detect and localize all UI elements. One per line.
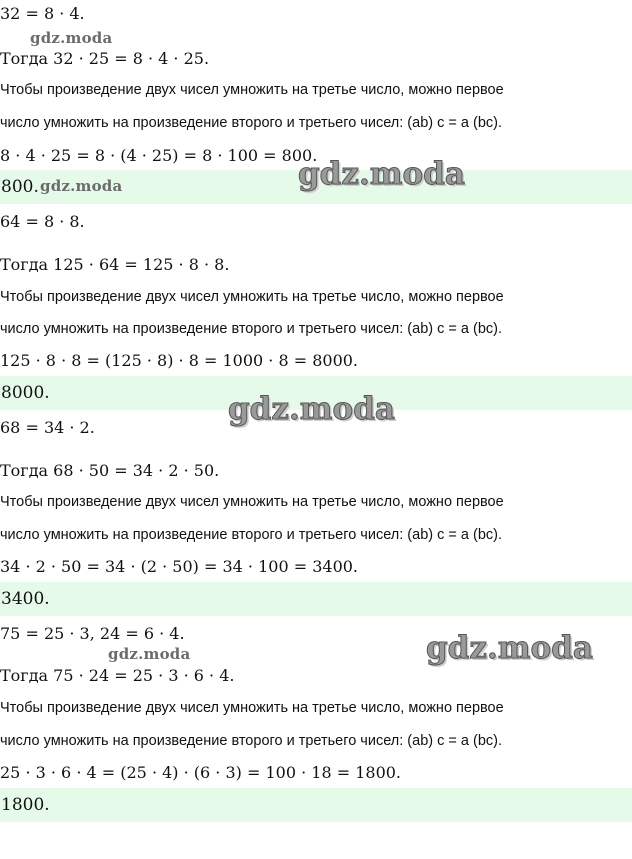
equation-line: Тогда 68 · 50 = 34 · 2 · 50. [0,461,220,480]
rule-text: Чтобы произведение двух чисел умножить на третье число, можно первое [0,494,504,510]
equation-line: Тогда 125 · 64 = 125 · 8 · 8. [0,255,230,274]
calculation-line: 34 · 2 · 50 = 34 · (2 · 50) = 34 · 100 = 3400. [0,557,359,576]
rule-text: Чтобы произведение двух чисел умножить на третье число, можно первое [0,700,504,716]
calculation-line: 8 · 4 · 25 = 8 · (4 · 25) = 8 · 100 = 800. [0,146,318,165]
rule-text: число умножить на произведение второго и третьего чисел: (ab) c = a (bc). [0,115,502,131]
equation-line: Тогда 32 · 25 = 8 · 4 · 25. [0,49,210,68]
equation-line: 75 = 25 · 3, 24 = 6 · 4. [0,624,185,643]
watermark: gdz.moda [40,177,123,195]
calculation-line: 125 · 8 · 8 = (125 · 8) · 8 = 1000 · 8 = 8000. [0,351,359,370]
rule-text: Чтобы произведение двух чисел умножить на третье число, можно первое [0,82,504,98]
answer-band [0,788,632,822]
watermark: gdz.moda [426,630,593,666]
answer-text: 1800. [1,795,50,815]
calculation-line: 25 · 3 · 6 · 4 = (25 · 4) · (6 · 3) = 100 · 18 = 1800. [0,763,402,782]
watermark: gdz.moda [298,156,465,192]
rule-text: число умножить на произведение второго и третьего чисел: (ab) c = a (bc). [0,527,502,543]
rule-text: число умножить на произведение второго и третьего чисел: (ab) c = a (bc). [0,321,502,337]
answer-text: 800. [1,177,39,197]
answer-band [0,582,632,616]
rule-text: число умножить на произведение второго и третьего чисел: (ab) c = a (bc). [0,733,502,749]
answer-text: 3400. [1,589,50,609]
answer-text: 8000. [1,383,50,403]
watermark: gdz.moda [30,29,113,47]
watermark: gdz.moda [228,391,395,427]
equation-line: 64 = 8 · 8. [0,212,85,231]
equation-line: 32 = 8 · 4. [0,4,85,23]
watermark: gdz.moda [108,645,191,663]
equation-line: 68 = 34 · 2. [0,418,95,437]
equation-line: Тогда 75 · 24 = 25 · 3 · 6 · 4. [0,666,235,685]
rule-text: Чтобы произведение двух чисел умножить на третье число, можно первое [0,289,504,305]
